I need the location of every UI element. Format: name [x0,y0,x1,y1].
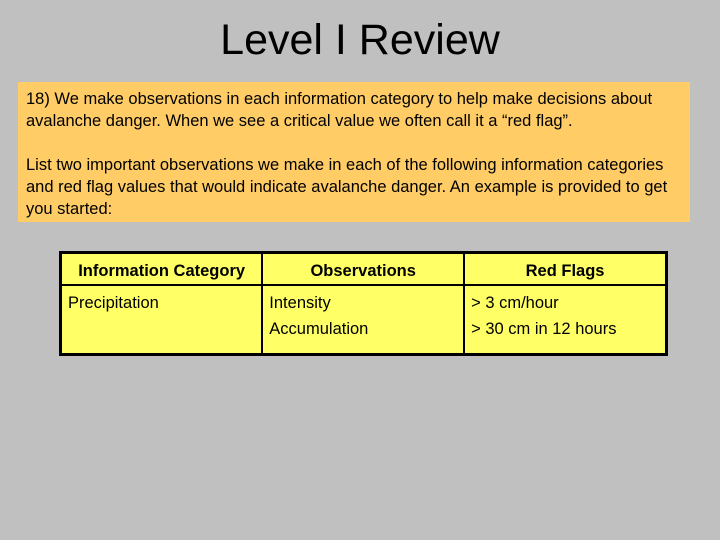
slide-title: Level I Review [220,16,500,64]
red-flag-item: > 3 cm/hour [471,294,559,312]
cell-red-flags [464,285,666,355]
table-row [61,285,667,355]
review-table [59,251,668,356]
red-flag-item: > 30 cm in 12 hours [471,320,617,338]
category-value: Precipitation [68,294,159,312]
question-paragraph-instructions: List two important observations we make in each of the following information categories and red flag values that would indicate avalanche danger. An example is provided to get you started: [26,156,668,218]
question-box [18,82,690,222]
cell-observations [262,285,464,355]
header-observations: Observations [262,253,464,286]
observation-item: Accumulation [269,320,369,338]
header-information-category: Information Category [61,253,263,286]
cell-category [61,285,263,355]
question-paragraph-intro: 18) We make observations in each information category to help make decisions about avalanche danger. When we see a critical value we often call it a “red flag”. [26,90,653,130]
observation-item: Intensity [269,294,331,312]
table-header-row [61,253,667,286]
header-red-flags: Red Flags [464,253,666,286]
